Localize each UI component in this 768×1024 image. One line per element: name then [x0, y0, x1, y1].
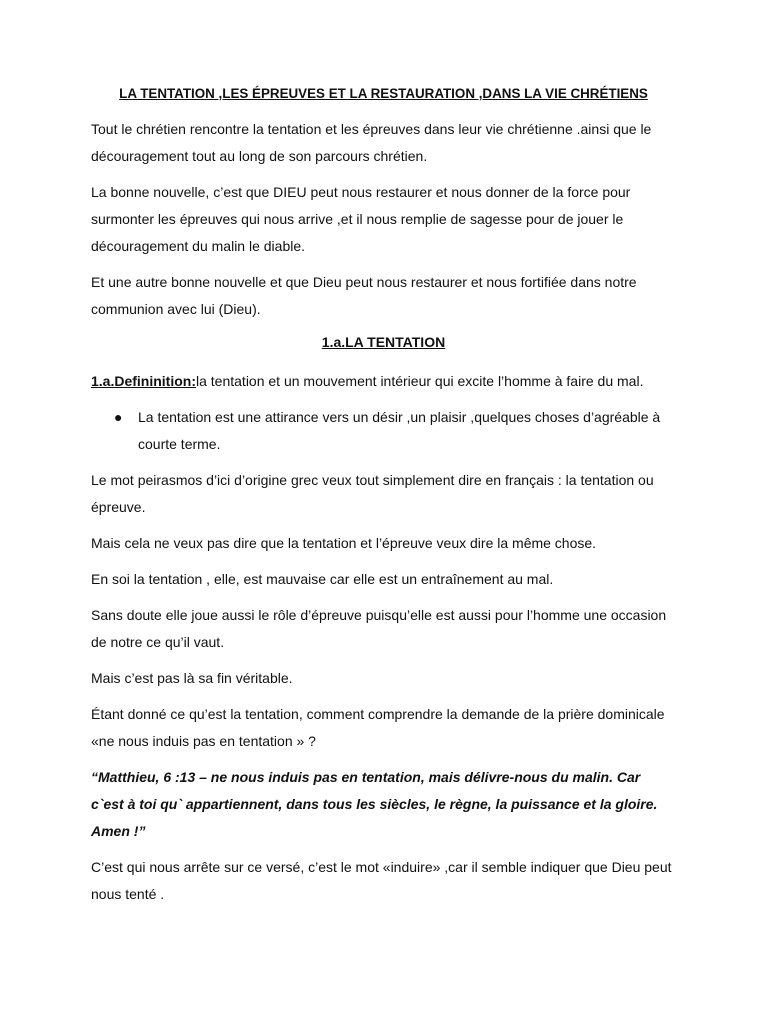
body-paragraph-3: En soi la tentation , elle, est mauvaise car elle est un entraînement au mal.	[91, 571, 554, 587]
body-paragraph-2: Mais cela ne veux pas dire que la tentation et l’épreuve veux dire la même chose.	[91, 535, 597, 551]
intro-paragraph-2: La bonne nouvelle, c’est que DIEU peut nous restaurer et nous donner de la force pour surmonter les épreuves qui nous arrive ,et il nous remplie de sagesse pour de jouer le découragement du malin le diable.	[91, 184, 631, 254]
definition-paragraph	[91, 368, 676, 395]
intro-paragraph-1: Tout le chrétien rencontre la tentation et les épreuves dans leur vie chrétienne .ainsi que le découragement tout au long de son parcours chrétien.	[91, 121, 652, 164]
body-paragraph-4: Sans doute elle joue aussi le rôle d’épreuve puisqu’elle est aussi pour l’homme une occasion de notre ce qu’il vaut.	[91, 607, 667, 650]
section-heading: 1.a.LA TENTATION	[321, 334, 446, 350]
body-paragraph-5: Mais c’est pas là sa fin véritable.	[91, 670, 293, 686]
closing-paragraph: C’est qui nous arrête sur ce versé, c’est le mot «induire» ,car il semble indiquer que Dieu peut nous tenté .	[91, 859, 672, 902]
bullet-list	[91, 404, 676, 458]
bullet-dot-icon: ●	[114, 409, 123, 425]
definition-text: la tentation et un mouvement intérieur qui excite l’homme à faire du mal.	[196, 373, 644, 389]
list-item	[114, 404, 676, 458]
body-paragraph-1: Le mot peirasmos d’ici d’origine grec veux tout simplement dire en français : la tentation ou épreuve.	[91, 472, 654, 515]
body-paragraph-6: Étant donné ce qu’est la tentation, comment comprendre la demande de la prière dominicale «ne nous induis pas en tentation » ?	[91, 706, 665, 749]
document-title: LA TENTATION ,LES ÉPREUVES ET LA RESTAURATION ,DANS LA VIE CHRÉTIENS	[119, 86, 648, 101]
intro-paragraph-3: Et une autre bonne nouvelle et que Dieu peut nous restaurer et nous fortifiée dans notre communion avec lui (Dieu).	[91, 274, 637, 317]
scripture-quote: “Matthieu, 6 :13 – ne nous induis pas en tentation, mais délivre-nous du malin. Car c`est à toi qu` appartiennent, dans tous les siècles, le règne, la puissance et la gloire. Amen !”	[91, 769, 658, 839]
definition-label: 1.a.Defininition:	[91, 373, 196, 389]
bullet-text: La tentation est une attirance vers un désir ,un plaisir ,quelques choses d’agréable à courte terme.	[138, 409, 661, 452]
